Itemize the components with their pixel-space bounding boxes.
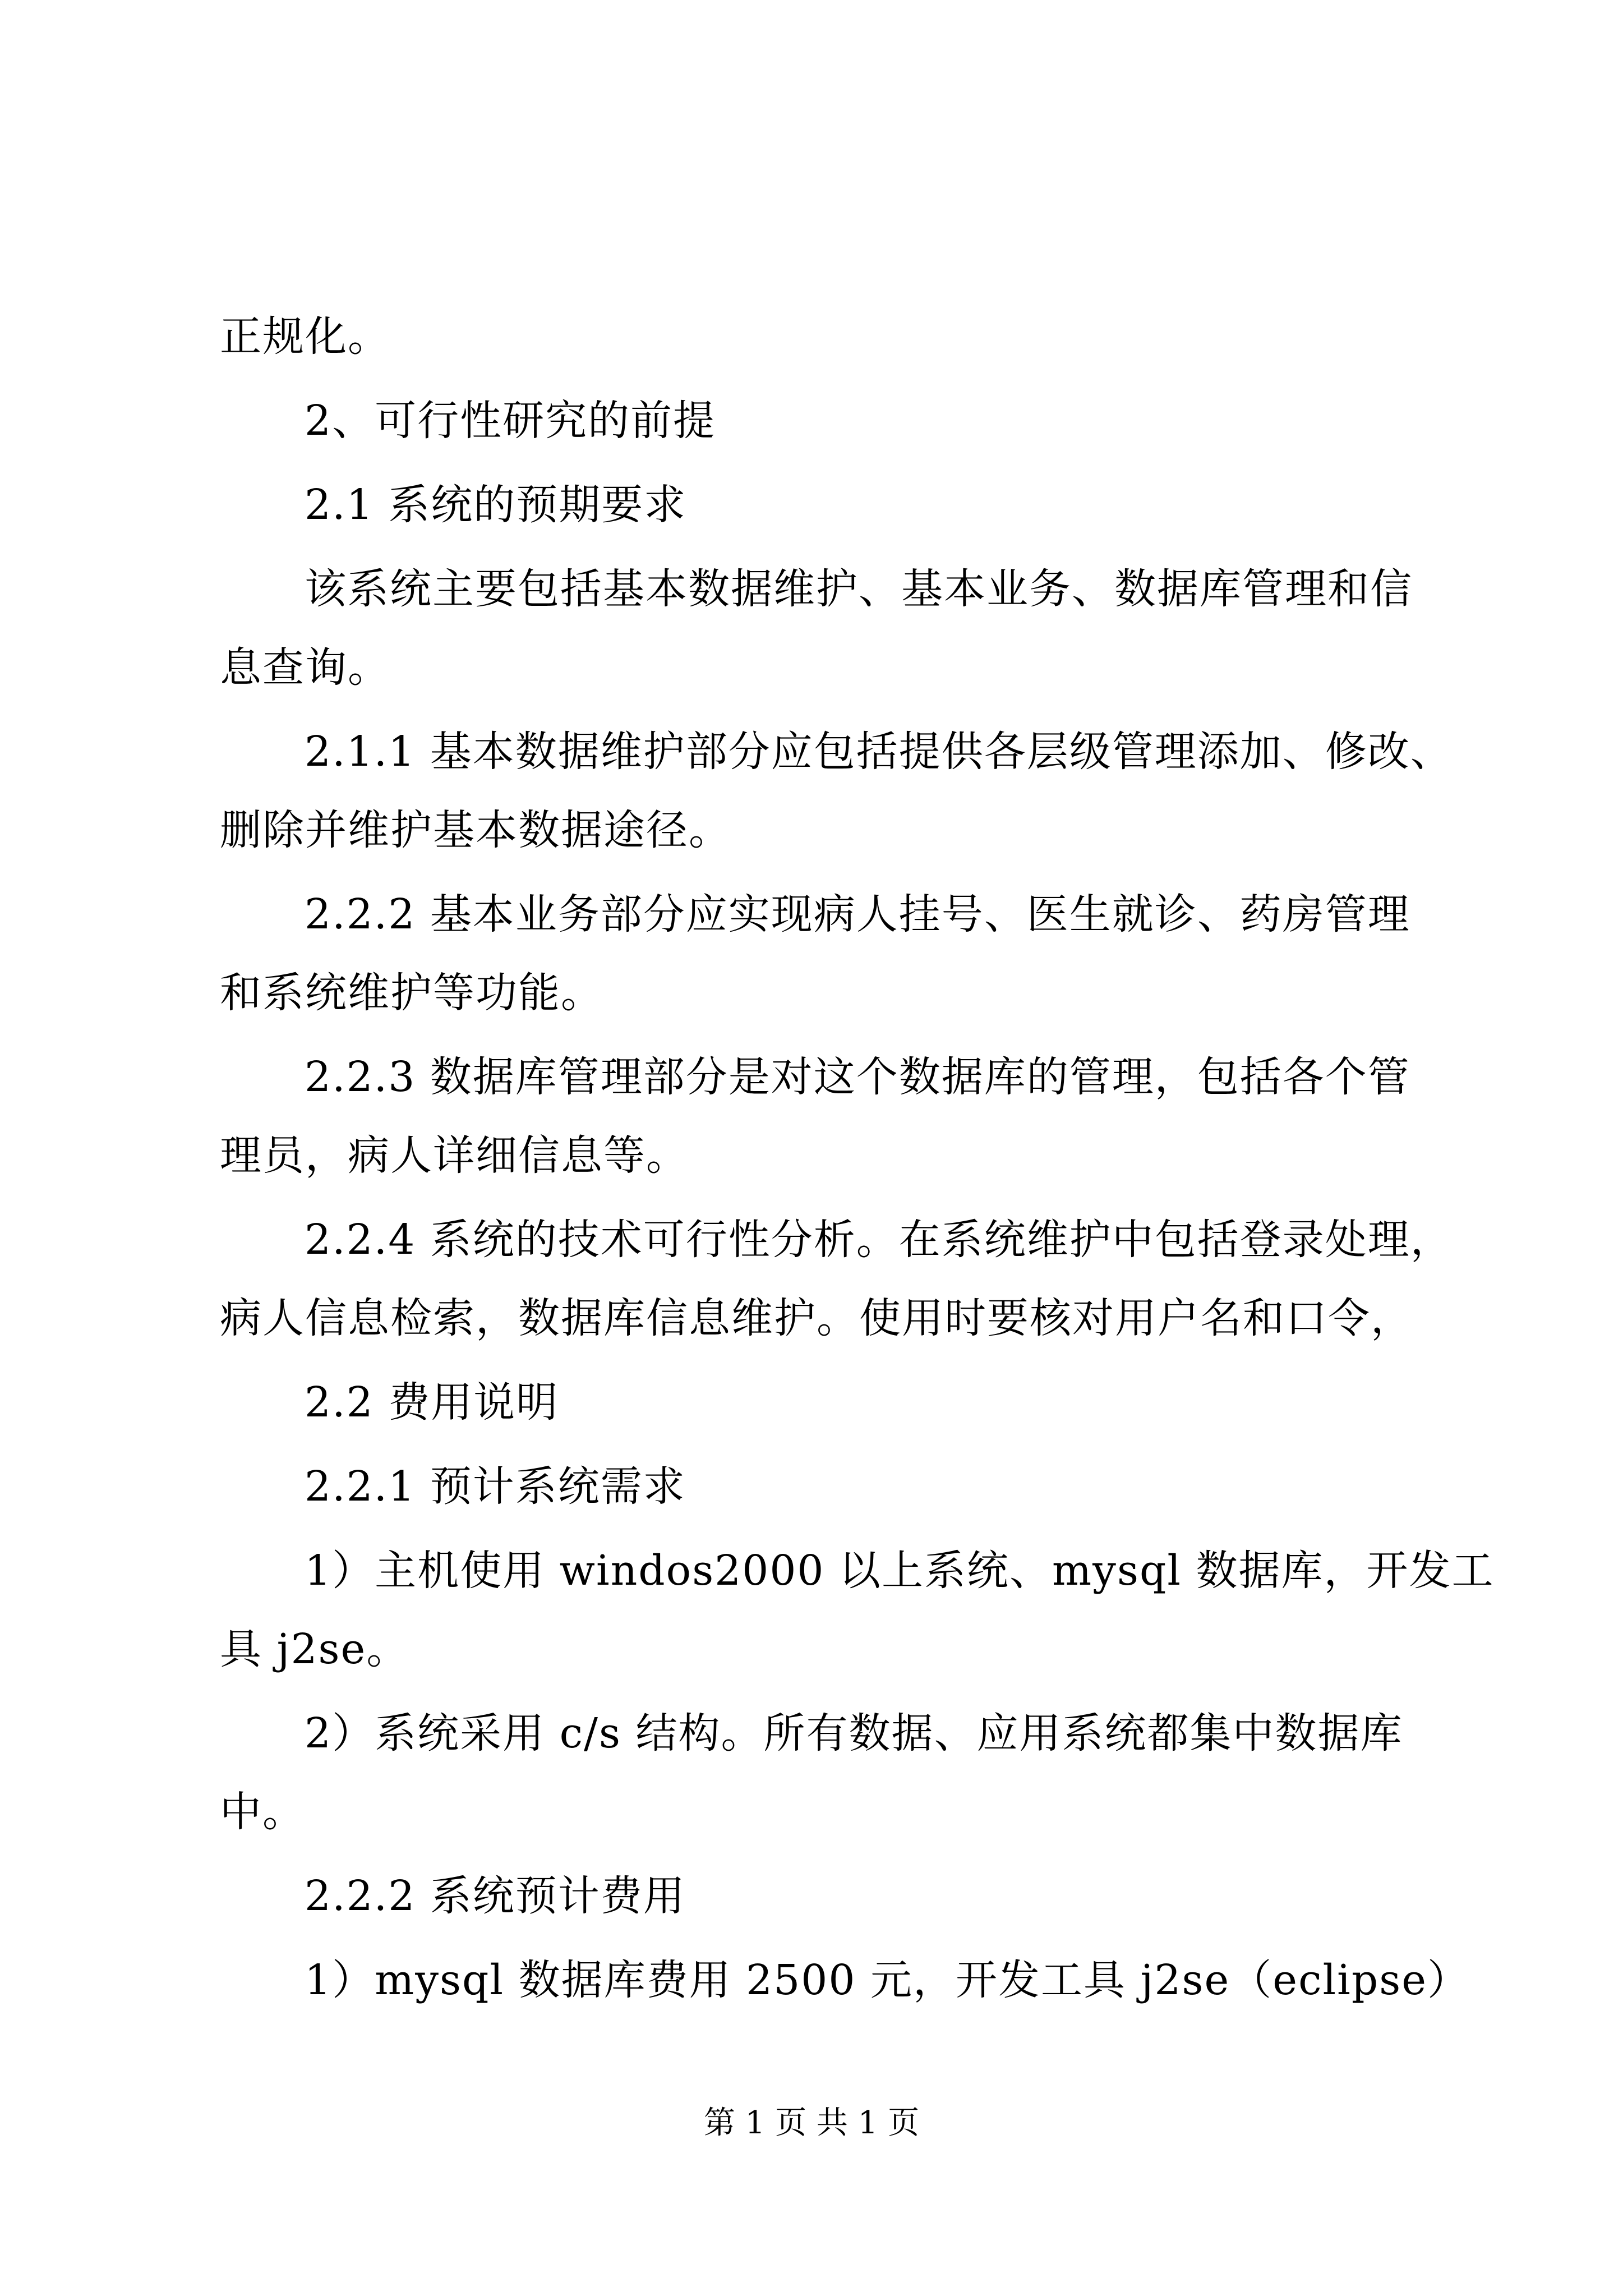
paragraph-line: 中。 bbox=[220, 1788, 305, 1836]
section-heading-2: 2、可行性研究的前提 bbox=[305, 397, 716, 445]
paragraph-line: 理员，病人详细信息等。 bbox=[220, 1131, 689, 1180]
section-heading-2-2-1: 2.2.1 预计系统需求 bbox=[305, 1462, 686, 1511]
section-heading-2-1: 2.1 系统的预期要求 bbox=[305, 481, 687, 529]
paragraph-line: 1）主机使用 windos2000 以上系统、mysql 数据库，开发工 bbox=[305, 1547, 1495, 1595]
paragraph-line: 和系统维护等功能。 bbox=[220, 969, 603, 1017]
paragraph-line: 删除并维护基本数据途径。 bbox=[220, 806, 731, 854]
paragraph-line: 2.2.3 数据库管理部分是对这个数据库的管理，包括各个管 bbox=[305, 1053, 1410, 1101]
paragraph-line: 2.1.1 基本数据维护部分应包括提供各层级管理添加、修改、 bbox=[305, 728, 1453, 776]
paragraph-line: 病人信息检索，数据库信息维护。使用时要核对用户名和口令， bbox=[220, 1294, 1413, 1342]
paragraph-line: 2.2.2 基本业务部分应实现病人挂号、医生就诊、药房管理 bbox=[305, 890, 1410, 938]
paragraph-line: 2）系统采用 c/s 结构。所有数据、应用系统都集中数据库 bbox=[305, 1709, 1403, 1757]
paragraph-line: 息查询。 bbox=[220, 643, 390, 692]
section-heading-2-2-2: 2.2.2 系统预计费用 bbox=[305, 1872, 686, 1920]
section-heading-2-2: 2.2 费用说明 bbox=[305, 1378, 559, 1427]
paragraph-line: 具 j2se。 bbox=[220, 1625, 409, 1673]
paragraph-line: 该系统主要包括基本数据维护、基本业务、数据库管理和信 bbox=[305, 565, 1413, 613]
text-line-1: 正规化。 bbox=[220, 312, 390, 361]
paragraph-line: 2.2.4 系统的技术可行性分析。在系统维护中包括登录处理， bbox=[305, 1216, 1453, 1264]
page-footer: 第 1 页 共 1 页 bbox=[703, 2105, 920, 2141]
paragraph-line: 1）mysql 数据库费用 2500 元，开发工具 j2se（eclipse） bbox=[305, 1956, 1470, 2004]
